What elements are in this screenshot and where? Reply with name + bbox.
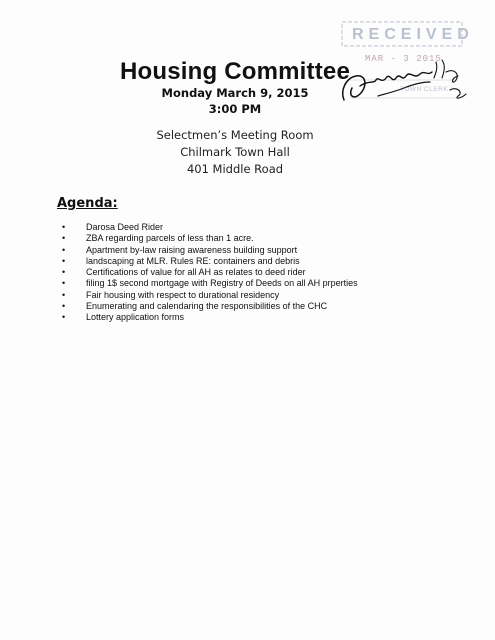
page-title: Housing Committee (119, 58, 351, 85)
meeting-address: 401 Middle Road (186, 162, 284, 176)
meeting-time: 3:00 PM (208, 102, 262, 116)
stamp-received-word: RECEIVED (352, 26, 474, 43)
stamp-office: TOWN CLERK (400, 86, 449, 93)
agenda-item: • Enumerating and calendaring the responsibilities of the CHC (62, 301, 358, 312)
stamp-date: MAR - 3 2015 (365, 54, 442, 64)
agenda-heading: Agenda: (57, 196, 118, 211)
agenda-item: • ZBA regarding parcels of less than 1 acre. (62, 233, 358, 244)
meeting-date: Monday March 9, 2015 (161, 86, 309, 100)
agenda-item: • Lottery application forms (62, 312, 358, 323)
meeting-building: Chilmark Town Hall (180, 145, 290, 159)
agenda-item: • Apartment by-law raising awareness building support (62, 245, 358, 256)
agenda-list (62, 222, 358, 324)
agenda-item: • Certifications of value for all AH as relates to deed rider (62, 267, 358, 278)
agenda-item: • Fair housing with respect to durational residency (62, 290, 358, 301)
agenda-item: • Darosa Deed Rider (62, 222, 358, 233)
agenda-item: • landscaping at MLR. Rules RE: containers and debris (62, 256, 358, 267)
meeting-room: Selectmen’s Meeting Room (156, 128, 314, 142)
agenda-item: • filing 1$ second mortgage with Registry of Deeds on all AH prperties (62, 278, 358, 289)
